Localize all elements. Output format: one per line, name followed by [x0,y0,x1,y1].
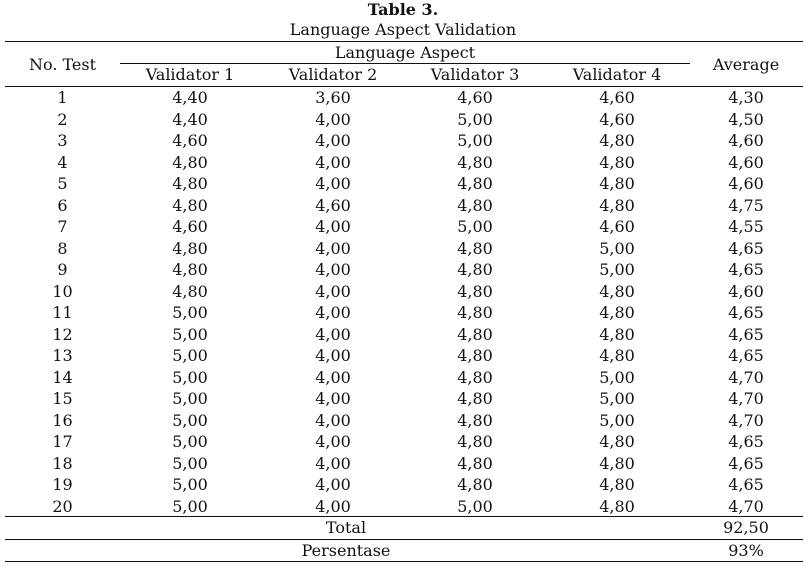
row-validator-3: 5,00 [457,131,493,150]
row-validator-4: 4,80 [599,174,635,193]
row-validator-3: 4,80 [457,367,493,387]
row-validator-4: 4,80 [599,131,635,150]
row-average: 4,70 [728,496,764,516]
header-group-rule [120,63,690,64]
row-validator-4: 5,00 [599,238,635,258]
row-validator-2: 4,00 [315,389,351,408]
row-validator-1: 5,00 [172,475,208,494]
row-average: 4,70 [728,367,764,387]
percentage-top-rule [5,539,803,540]
row-validator-4: 5,00 [599,367,635,387]
row-average: 4,65 [728,303,764,322]
row-no-test: 6 [57,195,68,215]
header-validator-4: Validator 4 [572,65,662,84]
percentage-label: Persentase [301,541,391,560]
row-validator-3: 4,80 [457,195,493,215]
row-average: 4,65 [728,260,764,279]
row-no-test: 13 [52,346,73,365]
row-average: 4,70 [728,389,764,408]
row-average: 4,65 [728,432,764,451]
row-validator-3: 4,80 [457,303,493,322]
row-validator-4: 4,80 [599,303,635,322]
row-validator-2: 4,00 [315,367,351,387]
header-no-test: No. Test [28,55,97,74]
row-validator-1: 4,40 [172,109,208,129]
row-validator-2: 4,00 [315,260,351,279]
row-validator-2: 4,00 [315,174,351,193]
row-no-test: 12 [52,324,73,344]
row-validator-1: 5,00 [172,367,208,387]
row-validator-3: 5,00 [457,109,493,129]
row-no-test: 15 [52,389,73,408]
row-validator-4: 4,60 [599,217,635,236]
row-validator-4: 4,60 [599,109,635,129]
row-average: 4,60 [728,281,764,301]
row-validator-1: 4,80 [172,174,208,193]
row-no-test: 7 [57,217,68,236]
row-validator-4: 4,80 [599,281,635,301]
row-validator-4: 5,00 [599,410,635,430]
row-no-test: 9 [57,260,68,279]
row-no-test: 8 [57,238,68,258]
row-no-test: 17 [52,432,73,451]
row-no-test: 14 [52,367,73,387]
row-validator-4: 4,80 [599,432,635,451]
table-bottom-rule [5,561,803,562]
row-no-test: 20 [52,496,73,516]
row-validator-4: 4,80 [599,346,635,365]
row-validator-4: 5,00 [599,389,635,408]
row-validator-3: 5,00 [457,217,493,236]
row-validator-3: 4,80 [457,410,493,430]
row-validator-1: 5,00 [172,346,208,365]
header-bottom-rule [5,86,803,87]
row-validator-3: 4,80 [457,346,493,365]
row-validator-2: 4,00 [315,453,351,473]
row-validator-2: 4,00 [315,131,351,150]
row-validator-4: 4,80 [599,324,635,344]
row-validator-3: 5,00 [457,496,493,516]
row-validator-2: 4,60 [315,195,351,215]
row-average: 4,65 [728,324,764,344]
row-average: 4,60 [728,152,764,172]
row-validator-1: 4,80 [172,260,208,279]
total-top-rule [5,516,803,517]
row-validator-4: 5,00 [599,260,635,279]
row-validator-3: 4,80 [457,324,493,344]
row-validator-3: 4,80 [457,281,493,301]
row-average: 4,60 [728,131,764,150]
row-validator-3: 4,80 [457,260,493,279]
row-validator-1: 5,00 [172,453,208,473]
row-average: 4,50 [728,109,764,129]
row-validator-4: 4,60 [599,88,635,107]
row-validator-4: 4,80 [599,195,635,215]
row-average: 4,65 [728,346,764,365]
row-validator-4: 4,80 [599,453,635,473]
row-validator-2: 4,00 [315,432,351,451]
row-validator-2: 3,60 [315,88,351,107]
row-validator-1: 4,40 [172,88,208,107]
row-average: 4,65 [728,475,764,494]
row-average: 4,30 [728,88,764,107]
row-average: 4,65 [728,238,764,258]
row-validator-3: 4,60 [457,88,493,107]
row-no-test: 2 [57,109,68,129]
total-value: 92,50 [723,518,769,537]
row-validator-3: 4,80 [457,174,493,193]
row-validator-2: 4,00 [315,303,351,322]
header-validator-1: Validator 1 [145,65,235,84]
table-number: Table 3. [367,0,439,19]
row-validator-1: 4,80 [172,238,208,258]
row-validator-1: 5,00 [172,324,208,344]
row-no-test: 19 [52,475,73,494]
row-validator-3: 4,80 [457,453,493,473]
row-validator-2: 4,00 [315,152,351,172]
row-validator-2: 4,00 [315,496,351,516]
row-validator-1: 4,80 [172,281,208,301]
header-language-aspect: Language Aspect [334,43,476,62]
row-validator-1: 5,00 [172,410,208,430]
row-validator-3: 4,80 [457,152,493,172]
row-validator-3: 4,80 [457,389,493,408]
row-validator-1: 5,00 [172,496,208,516]
row-no-test: 4 [57,152,68,172]
row-validator-2: 4,00 [315,281,351,301]
row-average: 4,65 [728,453,764,473]
row-no-test: 10 [52,281,73,301]
row-validator-2: 4,00 [315,109,351,129]
row-validator-2: 4,00 [315,410,351,430]
row-validator-4: 4,80 [599,496,635,516]
table-title: Language Aspect Validation [289,20,517,39]
row-validator-4: 4,80 [599,475,635,494]
row-no-test: 1 [57,88,68,107]
row-average: 4,55 [728,217,764,236]
row-validator-2: 4,00 [315,238,351,258]
row-validator-3: 4,80 [457,238,493,258]
total-label: Total [325,518,367,537]
header-validator-3: Validator 3 [430,65,520,84]
row-no-test: 3 [57,131,68,150]
row-validator-1: 4,80 [172,195,208,215]
row-validator-3: 4,80 [457,475,493,494]
row-validator-4: 4,80 [599,152,635,172]
row-validator-1: 4,80 [172,152,208,172]
row-no-test: 18 [52,453,73,473]
row-no-test: 16 [52,410,73,430]
row-validator-1: 5,00 [172,389,208,408]
percentage-value: 93% [728,541,764,560]
header-validator-2: Validator 2 [288,65,378,84]
row-average: 4,60 [728,174,764,193]
row-validator-2: 4,00 [315,324,351,344]
row-validator-1: 4,60 [172,131,208,150]
row-validator-1: 5,00 [172,303,208,322]
row-validator-3: 4,80 [457,432,493,451]
row-validator-2: 4,00 [315,346,351,365]
table-top-rule [5,41,803,42]
header-average: Average [712,55,780,74]
row-validator-1: 4,60 [172,217,208,236]
row-average: 4,70 [728,410,764,430]
row-no-test: 5 [57,174,68,193]
row-validator-2: 4,00 [315,475,351,494]
row-validator-2: 4,00 [315,217,351,236]
row-validator-1: 5,00 [172,432,208,451]
row-average: 4,75 [728,195,764,215]
row-no-test: 11 [52,303,73,322]
